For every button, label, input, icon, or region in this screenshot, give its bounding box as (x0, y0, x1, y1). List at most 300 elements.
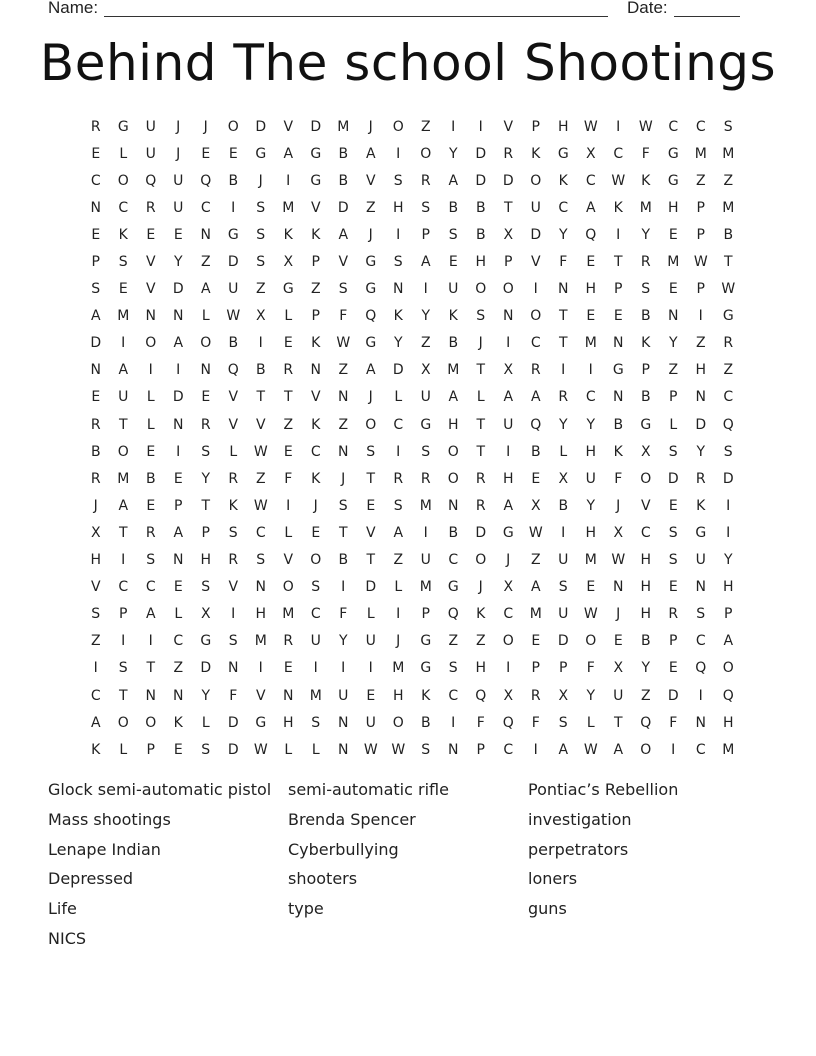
grid-letter[interactable]: F (531, 714, 540, 731)
grid-letter[interactable]: C (503, 741, 514, 758)
grid-letter[interactable]: Z (420, 335, 431, 352)
grid-letter[interactable]: H (447, 416, 459, 433)
grid-letter[interactable]: G (365, 281, 377, 298)
grid-letter[interactable]: R (90, 118, 101, 135)
grid-letter[interactable]: V (145, 281, 156, 298)
grid-letter[interactable]: M (722, 741, 735, 758)
grid-letter[interactable]: B (613, 416, 624, 433)
grid-letter[interactable]: X (283, 254, 294, 271)
grid-letter[interactable]: Y (393, 335, 403, 352)
grid-letter[interactable]: E (668, 660, 678, 677)
grid-letter[interactable]: E (613, 308, 623, 325)
grid-letter[interactable]: I (616, 118, 621, 135)
grid-letter[interactable]: O (530, 308, 542, 325)
grid-letter[interactable]: U (503, 416, 514, 433)
grid-letter[interactable]: O (200, 335, 212, 352)
grid-letter[interactable]: R (200, 416, 211, 433)
grid-letter[interactable]: E (311, 524, 321, 541)
grid-letter[interactable]: P (504, 254, 513, 271)
grid-letter[interactable]: Z (530, 552, 541, 569)
grid-letter[interactable]: F (614, 470, 623, 487)
grid-letter[interactable]: Y (558, 226, 568, 243)
grid-letter[interactable]: L (311, 741, 320, 758)
grid-letter[interactable]: Y (173, 254, 183, 271)
grid-letter[interactable]: U (420, 552, 431, 569)
grid-letter[interactable]: V (365, 172, 376, 189)
grid-letter[interactable]: K (613, 443, 623, 460)
grid-letter[interactable]: B (338, 172, 349, 189)
grid-letter[interactable]: N (613, 335, 624, 352)
grid-letter[interactable]: A (723, 633, 734, 650)
grid-letter[interactable]: K (311, 470, 321, 487)
grid-letter[interactable]: E (283, 335, 293, 352)
grid-letter[interactable]: S (91, 606, 101, 623)
grid-letter[interactable]: A (145, 606, 156, 623)
grid-letter[interactable]: I (368, 660, 373, 677)
grid-letter[interactable]: U (695, 552, 706, 569)
grid-letter[interactable]: E (173, 470, 183, 487)
grid-letter[interactable]: G (282, 281, 294, 298)
grid-letter[interactable]: F (476, 714, 485, 731)
grid-letter[interactable]: F (339, 308, 348, 325)
grid-letter[interactable]: M (584, 552, 597, 569)
grid-letter[interactable]: A (448, 389, 459, 406)
grid-letter[interactable]: W (638, 118, 653, 135)
grid-letter[interactable]: S (421, 199, 431, 216)
grid-letter[interactable]: R (723, 335, 734, 352)
grid-letter[interactable]: E (201, 145, 211, 162)
grid-letter[interactable]: A (420, 254, 431, 271)
grid-letter[interactable]: Y (586, 687, 596, 704)
grid-letter[interactable]: O (640, 741, 652, 758)
grid-letter[interactable]: P (201, 524, 210, 541)
grid-letter[interactable]: D (667, 687, 679, 704)
grid-letter[interactable]: D (502, 172, 514, 189)
grid-letter[interactable]: Y (421, 308, 431, 325)
grid-letter[interactable]: A (200, 281, 211, 298)
grid-letter[interactable]: P (641, 362, 650, 379)
grid-letter[interactable]: H (585, 281, 597, 298)
grid-letter[interactable]: U (365, 633, 376, 650)
grid-letter[interactable]: S (311, 579, 321, 596)
grid-letter[interactable]: P (669, 389, 678, 406)
grid-letter[interactable]: X (585, 145, 596, 162)
grid-letter[interactable]: R (420, 172, 431, 189)
grid-letter[interactable]: N (90, 362, 101, 379)
grid-letter[interactable]: C (640, 524, 651, 541)
grid-letter[interactable]: M (694, 145, 707, 162)
grid-letter[interactable]: S (228, 633, 238, 650)
grid-letter[interactable]: V (90, 579, 101, 596)
grid-letter[interactable]: D (227, 254, 239, 271)
grid-letter[interactable]: S (668, 524, 678, 541)
grid-letter[interactable]: C (448, 552, 459, 569)
grid-letter[interactable]: U (145, 118, 156, 135)
grid-letter[interactable]: J (368, 118, 373, 135)
grid-letter[interactable]: C (503, 606, 514, 623)
grid-letter[interactable]: Z (393, 552, 404, 569)
grid-letter[interactable]: R (668, 606, 679, 623)
grid-letter[interactable]: S (421, 443, 431, 460)
grid-letter[interactable]: Y (586, 416, 596, 433)
grid-letter[interactable]: T (558, 335, 568, 352)
grid-letter[interactable]: J (396, 633, 401, 650)
grid-letter[interactable]: N (338, 714, 349, 731)
grid-letter[interactable]: U (338, 687, 349, 704)
grid-letter[interactable]: H (392, 199, 404, 216)
grid-letter[interactable]: F (339, 606, 348, 623)
grid-letter[interactable]: I (286, 172, 291, 189)
grid-letter[interactable]: M (337, 118, 350, 135)
grid-letter[interactable]: E (366, 497, 376, 514)
grid-letter[interactable]: L (146, 389, 155, 406)
grid-letter[interactable]: Y (338, 633, 348, 650)
grid-letter[interactable]: Q (227, 362, 239, 379)
grid-letter[interactable]: T (256, 389, 266, 406)
grid-letter[interactable]: B (640, 389, 651, 406)
grid-letter[interactable]: L (284, 741, 293, 758)
grid-letter[interactable]: L (201, 308, 210, 325)
grid-letter[interactable]: C (310, 443, 321, 460)
grid-letter[interactable]: O (145, 714, 157, 731)
grid-letter[interactable]: V (228, 389, 239, 406)
grid-letter[interactable]: H (640, 552, 652, 569)
grid-letter[interactable]: F (229, 687, 238, 704)
grid-letter[interactable]: T (558, 308, 568, 325)
grid-letter[interactable]: E (283, 660, 293, 677)
grid-letter[interactable]: E (91, 226, 101, 243)
grid-letter[interactable]: Z (283, 416, 294, 433)
grid-letter[interactable]: A (338, 226, 349, 243)
grid-letter[interactable]: S (696, 606, 706, 623)
grid-letter[interactable]: G (420, 633, 432, 650)
grid-letter[interactable]: D (172, 389, 184, 406)
grid-letter[interactable]: O (282, 579, 294, 596)
grid-letter[interactable]: N (613, 389, 624, 406)
grid-letter[interactable]: B (448, 524, 459, 541)
grid-letter[interactable]: O (117, 714, 129, 731)
grid-letter[interactable]: R (695, 470, 706, 487)
grid-letter[interactable]: A (90, 308, 101, 325)
grid-letter[interactable]: I (396, 145, 401, 162)
grid-letter[interactable]: O (227, 118, 239, 135)
grid-letter[interactable]: I (121, 552, 126, 569)
grid-letter[interactable]: E (173, 226, 183, 243)
grid-letter[interactable]: O (447, 443, 459, 460)
grid-letter[interactable]: S (723, 118, 733, 135)
grid-letter[interactable]: G (420, 416, 432, 433)
grid-letter[interactable]: A (365, 362, 376, 379)
grid-letter[interactable]: S (723, 443, 733, 460)
grid-letter[interactable]: C (668, 118, 679, 135)
grid-letter[interactable]: F (641, 145, 650, 162)
grid-letter[interactable]: X (503, 226, 514, 243)
grid-letter[interactable]: A (530, 389, 541, 406)
grid-letter[interactable]: D (557, 633, 569, 650)
grid-letter[interactable]: I (506, 443, 511, 460)
grid-letter[interactable]: C (393, 416, 404, 433)
grid-letter[interactable]: I (341, 660, 346, 677)
grid-letter[interactable]: P (311, 308, 320, 325)
grid-letter[interactable]: V (228, 579, 239, 596)
grid-letter[interactable]: P (724, 606, 733, 623)
grid-letter[interactable]: X (613, 524, 624, 541)
grid-letter[interactable]: S (393, 254, 403, 271)
grid-letter[interactable]: L (559, 443, 568, 460)
grid-letter[interactable]: R (145, 199, 156, 216)
grid-letter[interactable]: I (341, 579, 346, 596)
grid-letter[interactable]: I (698, 687, 703, 704)
grid-letter[interactable]: U (585, 470, 596, 487)
grid-letter[interactable]: K (641, 172, 651, 189)
grid-letter[interactable]: R (228, 552, 239, 569)
grid-letter[interactable]: C (90, 687, 101, 704)
grid-letter[interactable]: T (366, 552, 376, 569)
grid-letter[interactable]: D (475, 172, 487, 189)
grid-letter[interactable]: R (145, 524, 156, 541)
grid-letter[interactable]: N (338, 741, 349, 758)
grid-letter[interactable]: S (118, 660, 128, 677)
grid-letter[interactable]: J (258, 172, 263, 189)
grid-letter[interactable]: M (254, 633, 267, 650)
grid-letter[interactable]: N (558, 281, 569, 298)
grid-letter[interactable]: N (695, 389, 706, 406)
grid-letter[interactable]: X (90, 524, 101, 541)
grid-letter[interactable]: D (227, 741, 239, 758)
grid-letter[interactable]: U (173, 199, 184, 216)
grid-letter[interactable]: K (448, 308, 458, 325)
grid-letter[interactable]: T (338, 524, 348, 541)
grid-letter[interactable]: B (145, 470, 156, 487)
grid-letter[interactable]: K (531, 145, 541, 162)
grid-letter[interactable]: N (448, 497, 459, 514)
grid-letter[interactable]: I (313, 660, 318, 677)
grid-letter[interactable]: X (200, 606, 211, 623)
grid-letter[interactable]: X (503, 579, 514, 596)
grid-letter[interactable]: Z (90, 633, 101, 650)
grid-letter[interactable]: H (475, 660, 487, 677)
grid-letter[interactable]: G (255, 714, 267, 731)
grid-letter[interactable]: S (91, 281, 101, 298)
grid-letter[interactable]: I (176, 443, 181, 460)
grid-letter[interactable]: Y (641, 226, 651, 243)
grid-letter[interactable]: V (283, 118, 294, 135)
grid-letter[interactable]: S (256, 199, 266, 216)
grid-letter[interactable]: P (174, 497, 183, 514)
grid-letter[interactable]: J (616, 497, 621, 514)
grid-letter[interactable]: D (310, 118, 322, 135)
grid-letter[interactable]: N (173, 308, 184, 325)
grid-letter[interactable]: I (121, 335, 126, 352)
grid-letter[interactable]: C (145, 579, 156, 596)
grid-letter[interactable]: O (447, 470, 459, 487)
grid-letter[interactable]: E (668, 579, 678, 596)
grid-letter[interactable]: L (174, 606, 183, 623)
grid-letter[interactable]: O (585, 633, 597, 650)
grid-letter[interactable]: L (476, 389, 485, 406)
grid-letter[interactable]: H (557, 118, 569, 135)
grid-letter[interactable]: I (616, 226, 621, 243)
grid-letter[interactable]: O (117, 443, 129, 460)
grid-letter[interactable]: S (228, 524, 238, 541)
grid-letter[interactable]: N (173, 552, 184, 569)
grid-letter[interactable]: P (531, 660, 540, 677)
grid-letter[interactable]: Z (255, 470, 266, 487)
grid-letter[interactable]: H (667, 199, 679, 216)
grid-letter[interactable]: O (145, 335, 157, 352)
grid-letter[interactable]: L (119, 145, 128, 162)
grid-letter[interactable]: G (695, 524, 707, 541)
grid-letter[interactable]: P (669, 633, 678, 650)
grid-letter[interactable]: W (583, 118, 598, 135)
grid-letter[interactable]: D (227, 714, 239, 731)
grid-letter[interactable]: U (558, 606, 569, 623)
grid-letter[interactable]: S (558, 714, 568, 731)
grid-letter[interactable]: N (338, 389, 349, 406)
grid-letter[interactable]: V (255, 416, 266, 433)
grid-letter[interactable]: C (310, 606, 321, 623)
grid-letter[interactable]: C (530, 335, 541, 352)
grid-letter[interactable]: B (640, 308, 651, 325)
grid-letter[interactable]: C (173, 633, 184, 650)
grid-letter[interactable]: P (696, 199, 705, 216)
grid-letter[interactable]: J (368, 226, 373, 243)
grid-letter[interactable]: Q (695, 660, 707, 677)
grid-letter[interactable]: Q (530, 416, 542, 433)
grid-letter[interactable]: W (611, 172, 626, 189)
grid-letter[interactable]: X (503, 362, 514, 379)
grid-letter[interactable]: Y (448, 145, 458, 162)
grid-letter[interactable]: L (119, 741, 128, 758)
grid-letter[interactable]: W (528, 524, 543, 541)
grid-letter[interactable]: I (478, 118, 483, 135)
grid-letter[interactable]: Z (640, 687, 651, 704)
grid-letter[interactable]: C (723, 389, 734, 406)
grid-letter[interactable]: E (91, 145, 101, 162)
grid-letter[interactable]: Z (448, 633, 459, 650)
grid-letter[interactable]: S (256, 226, 266, 243)
grid-letter[interactable]: V (310, 199, 321, 216)
grid-letter[interactable]: R (283, 362, 294, 379)
grid-letter[interactable]: O (640, 470, 652, 487)
grid-letter[interactable]: V (283, 552, 294, 569)
grid-letter[interactable]: E (173, 741, 183, 758)
grid-letter[interactable]: G (420, 660, 432, 677)
grid-letter[interactable]: C (90, 172, 101, 189)
grid-letter[interactable]: H (392, 687, 404, 704)
grid-letter[interactable]: D (365, 579, 377, 596)
grid-letter[interactable]: Y (558, 416, 568, 433)
grid-letter[interactable]: V (503, 118, 514, 135)
grid-letter[interactable]: H (722, 579, 734, 596)
grid-letter[interactable]: Q (475, 687, 487, 704)
grid-letter[interactable]: G (667, 145, 679, 162)
grid-letter[interactable]: V (255, 687, 266, 704)
grid-letter[interactable]: L (366, 606, 375, 623)
grid-letter[interactable]: S (256, 552, 266, 569)
grid-letter[interactable]: L (284, 524, 293, 541)
grid-letter[interactable]: K (311, 226, 321, 243)
grid-letter[interactable]: S (393, 497, 403, 514)
grid-letter[interactable]: W (721, 281, 736, 298)
grid-letter[interactable]: K (173, 714, 183, 731)
grid-letter[interactable]: E (668, 497, 678, 514)
grid-letter[interactable]: A (503, 389, 514, 406)
grid-letter[interactable]: S (558, 579, 568, 596)
grid-letter[interactable]: T (283, 389, 293, 406)
grid-letter[interactable]: Z (200, 254, 211, 271)
grid-letter[interactable]: I (423, 281, 428, 298)
grid-letter[interactable]: S (393, 172, 403, 189)
grid-letter[interactable]: I (396, 606, 401, 623)
grid-letter[interactable]: E (173, 579, 183, 596)
grid-letter[interactable]: Z (173, 660, 184, 677)
grid-letter[interactable]: C (118, 579, 129, 596)
grid-letter[interactable]: I (451, 714, 456, 731)
grid-letter[interactable]: X (558, 470, 569, 487)
grid-letter[interactable]: R (393, 470, 404, 487)
grid-letter[interactable]: G (722, 308, 734, 325)
grid-letter[interactable]: U (173, 172, 184, 189)
grid-letter[interactable]: A (613, 741, 624, 758)
grid-letter[interactable]: W (611, 552, 626, 569)
grid-letter[interactable]: W (391, 741, 406, 758)
grid-letter[interactable]: B (723, 226, 734, 243)
grid-letter[interactable]: F (669, 714, 678, 731)
grid-letter[interactable]: W (253, 443, 268, 460)
grid-letter[interactable]: M (309, 687, 322, 704)
grid-letter[interactable]: C (118, 199, 129, 216)
grid-letter[interactable]: I (533, 281, 538, 298)
grid-letter[interactable]: T (476, 416, 486, 433)
grid-letter[interactable]: A (365, 145, 376, 162)
grid-letter[interactable]: Y (641, 660, 651, 677)
grid-letter[interactable]: B (640, 633, 651, 650)
grid-letter[interactable]: Q (585, 226, 597, 243)
grid-letter[interactable]: T (723, 254, 733, 271)
grid-letter[interactable]: A (448, 172, 459, 189)
grid-letter[interactable]: H (585, 524, 597, 541)
grid-letter[interactable]: L (394, 579, 403, 596)
grid-letter[interactable]: V (530, 254, 541, 271)
grid-letter[interactable]: I (698, 308, 703, 325)
grid-letter[interactable]: I (121, 633, 126, 650)
grid-letter[interactable]: N (310, 362, 321, 379)
grid-letter[interactable]: Q (722, 687, 734, 704)
grid-letter[interactable]: G (310, 172, 322, 189)
grid-letter[interactable]: L (201, 714, 210, 731)
grid-letter[interactable]: C (585, 172, 596, 189)
grid-letter[interactable]: H (722, 714, 734, 731)
grid-letter[interactable]: O (722, 660, 734, 677)
grid-letter[interactable]: N (668, 308, 679, 325)
grid-letter[interactable]: B (255, 362, 266, 379)
grid-letter[interactable]: S (311, 714, 321, 731)
grid-letter[interactable]: Z (365, 199, 376, 216)
grid-letter[interactable]: K (641, 335, 651, 352)
grid-letter[interactable]: F (284, 470, 293, 487)
grid-letter[interactable]: N (173, 416, 184, 433)
grid-letter[interactable]: H (640, 606, 652, 623)
grid-letter[interactable]: A (283, 145, 294, 162)
grid-letter[interactable]: I (93, 660, 98, 677)
grid-letter[interactable]: U (118, 389, 129, 406)
grid-letter[interactable]: M (282, 199, 295, 216)
grid-letter[interactable]: A (118, 497, 129, 514)
grid-letter[interactable]: M (447, 362, 460, 379)
grid-letter[interactable]: A (90, 714, 101, 731)
grid-letter[interactable]: K (558, 172, 568, 189)
